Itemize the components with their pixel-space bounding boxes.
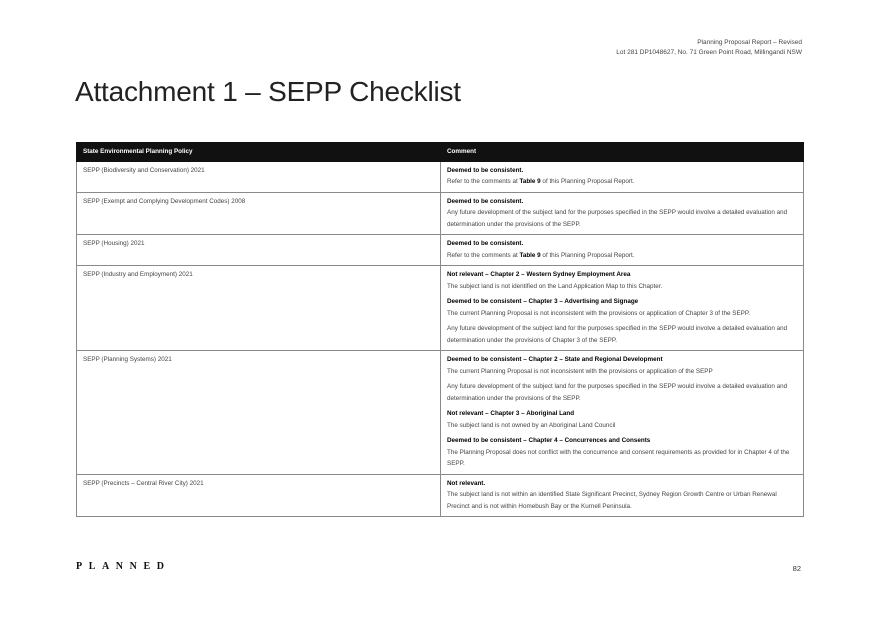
policy-cell: SEPP (Biodiversity and Conservation) 2021 (77, 161, 441, 192)
page-number: 82 (792, 564, 801, 573)
table-header-row (77, 143, 804, 162)
comment-text-part: Refer to the comments at (447, 178, 520, 185)
column-header-policy: State Environmental Planning Policy (77, 143, 441, 162)
comment-text: The subject land is not within an identified State Significant Precinct, Sydney Region Growth Centre or Urban Renewal Precinct and is not within Homebush Bay or the Kurnell Peninsula. (447, 491, 777, 510)
policy-cell: SEPP (Planning Systems) 2021 (77, 351, 441, 475)
running-header (616, 38, 802, 58)
comment-text-part: of this Planning Proposal Report. (540, 251, 635, 259)
policy-cell: SEPP (Precincts – Central River City) 2021 (77, 474, 441, 517)
policy-cell: SEPP (Exempt and Complying Development Codes) 2008 (77, 192, 441, 235)
policy-cell: SEPP (Industry and Employment) 2021 (77, 266, 441, 351)
comment-text: The current Planning Proposal is not inconsistent with the provisions or application of the SEPP (447, 367, 713, 375)
policy-cell: SEPP (Housing) 2021 (77, 235, 441, 266)
comment-text: The subject land is not identified on the Land Application Map to this Chapter. (447, 282, 663, 290)
comment-text: Any future development of the subject land for the purposes specified in the SEPP would involve a detailed evaluation and determination under the provisions of Chapter 3 of the SEPP. (447, 325, 788, 344)
header-line-1: Planning Proposal Report – Revised (697, 39, 802, 46)
comment-text: The subject land is not owned by an Aboriginal Land Council (447, 421, 616, 429)
comment-cell (441, 351, 804, 475)
comment-cell (441, 192, 804, 235)
comment-text: Any future development of the subject land for the purposes specified in the SEPP would involve a detailed evaluation and determination under the provisions of the SEPP. (447, 383, 788, 402)
table-row (77, 192, 804, 235)
comment-heading: Deemed to be consistent – Chapter 2 – State and Regional Development (447, 356, 663, 363)
sepp-checklist-table (76, 142, 804, 517)
table-row (77, 266, 804, 351)
comment-text (447, 250, 797, 262)
table-row (77, 235, 804, 266)
header-line-2: Lot 281 DP1048627, No. 71 Green Point Road, Millingandi NSW (616, 49, 802, 56)
column-header-comment: Comment (441, 143, 804, 162)
table-row (77, 474, 804, 517)
comment-text: Any future development of the subject land for the purposes specified in the SEPP would involve a detailed evaluation and determination under the provisions of the SEPP. (447, 209, 788, 228)
comment-heading: Deemed to be consistent. (447, 240, 524, 247)
table-reference: Table 9 (519, 178, 541, 185)
comment-heading: Deemed to be consistent. (447, 166, 524, 174)
comment-text-part: Refer to the comments at (447, 251, 520, 259)
comment-cell (441, 474, 804, 517)
comment-text (447, 176, 797, 188)
comment-heading: Deemed to be consistent – Chapter 3 – Advertising and Signage (447, 298, 639, 305)
table-row (77, 351, 804, 475)
comment-heading: Deemed to be consistent. (447, 197, 524, 205)
comment-heading: Not relevant. (447, 479, 486, 487)
comment-cell (441, 266, 804, 351)
comment-text: The Planning Proposal does not conflict with the concurrence and consent requirements as provided for in Chapter 4 of the SEPP. (447, 448, 790, 467)
page-title: Attachment 1 – SEPP Checklist (75, 76, 461, 107)
comment-cell (441, 161, 804, 192)
comment-heading: Deemed to be consistent – Chapter 4 – Concurrences and Consents (447, 437, 651, 444)
comment-text: The current Planning Proposal is not inconsistent with the provisions or application of Chapter 3 of the SEPP. (447, 309, 751, 317)
comment-cell (441, 235, 804, 266)
table-row (77, 161, 804, 192)
comment-heading: Not relevant – Chapter 2 – Western Sydney Employment Area (447, 271, 631, 278)
table-reference: Table 9 (519, 251, 541, 259)
planned-logo: PLANNED (76, 561, 171, 572)
comment-text-part: of this Planning Proposal Report. (540, 178, 635, 185)
comment-heading: Not relevant – Chapter 3 – Aboriginal Land (447, 410, 575, 417)
